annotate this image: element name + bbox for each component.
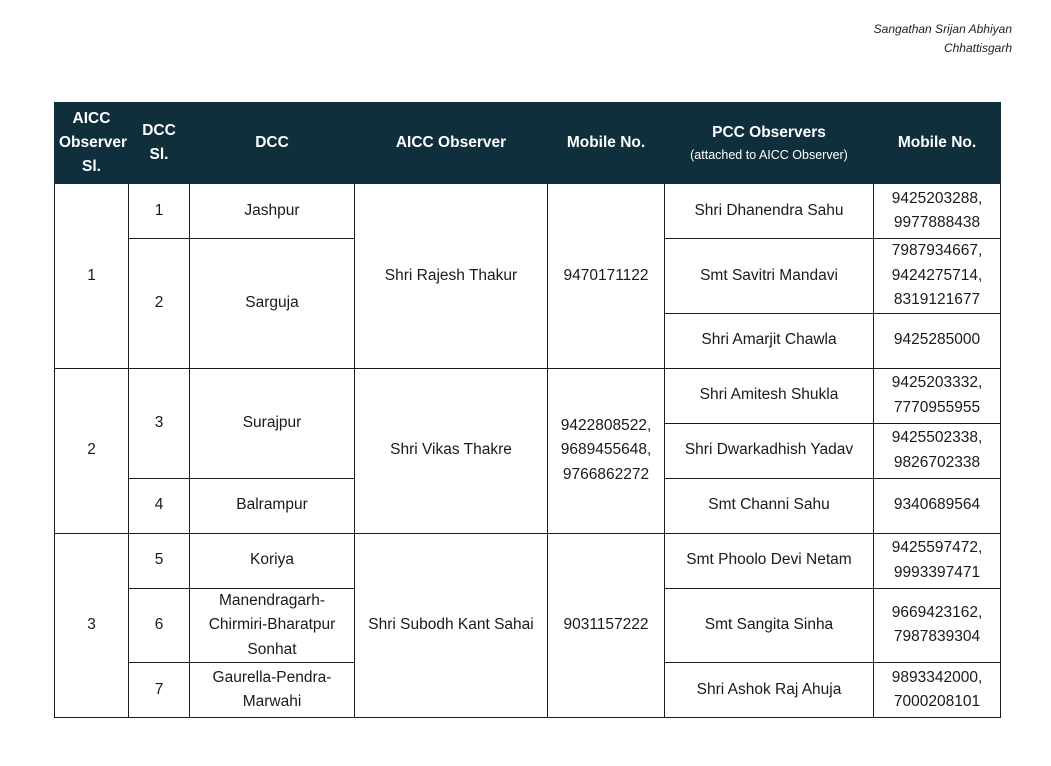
dcc-sl-cell: 3 (129, 368, 190, 478)
col-aicc-sl: AICC Observer Sl. (55, 103, 129, 184)
header-line-1: Sangathan Srijan Abhiyan (873, 22, 1012, 36)
dcc-sl-cell: 5 (129, 533, 190, 588)
dcc-name-cell: Surajpur (190, 368, 355, 478)
aicc-observer-cell: Shri Subodh Kant Sahai (355, 533, 548, 718)
pcc-observer-cell: Shri Dwarkadhish Yadav (665, 423, 874, 478)
dcc-sl-cell: 7 (129, 663, 190, 718)
dcc-sl-cell: 2 (129, 239, 190, 369)
dcc-sl-cell: 6 (129, 588, 190, 663)
pcc-mobile-cell: 9893342000, 7000208101 (874, 663, 1001, 718)
header-note (874, 20, 1012, 58)
col-aicc-observer: AICC Observer (355, 103, 548, 184)
dcc-name-cell: Sarguja (190, 239, 355, 369)
aicc-mobile-cell: 9422808522, 9689455648, 9766862272 (548, 368, 665, 533)
table-row (55, 533, 1001, 588)
pcc-observer-cell: Smt Savitri Mandavi (665, 239, 874, 314)
header-line-2: Chhattisgarh (943, 41, 1012, 55)
aicc-sl-cell: 1 (55, 184, 129, 369)
pcc-mobile-cell: 9425285000 (874, 313, 1001, 368)
dcc-sl-cell: 1 (129, 184, 190, 239)
col-dcc: DCC (190, 103, 355, 184)
table-row (55, 184, 1001, 239)
col-pcc-mobile: Mobile No. (874, 103, 1001, 184)
pcc-observer-cell: Smt Sangita Sinha (665, 588, 874, 663)
table-row (55, 368, 1001, 423)
aicc-observer-cell: Shri Rajesh Thakur (355, 184, 548, 369)
dcc-name-cell: Koriya (190, 533, 355, 588)
dcc-name-cell: Manendragarh- Chirmiri-Bharatpur Sonhat (190, 588, 355, 663)
pcc-observer-cell: Shri Amarjit Chawla (665, 313, 874, 368)
aicc-mobile-cell: 9031157222 (548, 533, 665, 718)
pcc-observer-cell: Smt Phoolo Devi Netam (665, 533, 874, 588)
observers-table (54, 102, 1001, 718)
pcc-observer-cell: Shri Ashok Raj Ahuja (665, 663, 874, 718)
pcc-mobile-cell: 9340689564 (874, 478, 1001, 533)
aicc-mobile-cell: 9470171122 (548, 184, 665, 369)
dcc-sl-cell: 4 (129, 478, 190, 533)
col-dcc-sl: DCC Sl. (129, 103, 190, 184)
pcc-mobile-cell: 9425502338, 9826702338 (874, 423, 1001, 478)
pcc-observer-cell: Smt Channi Sahu (665, 478, 874, 533)
pcc-mobile-cell: 9425203288, 9977888438 (874, 184, 1001, 239)
aicc-observer-cell: Shri Vikas Thakre (355, 368, 548, 533)
aicc-sl-cell: 3 (55, 533, 129, 718)
dcc-name-cell: Balrampur (190, 478, 355, 533)
pcc-mobile-cell: 9425597472, 9993397471 (874, 533, 1001, 588)
pcc-mobile-cell: 9425203332, 7770955955 (874, 368, 1001, 423)
pcc-observer-cell: Shri Dhanendra Sahu (665, 184, 874, 239)
pcc-mobile-cell: 7987934667, 9424275714, 8319121677 (874, 239, 1001, 314)
dcc-name-cell: Gaurella-Pendra- Marwahi (190, 663, 355, 718)
aicc-sl-cell: 2 (55, 368, 129, 533)
col-mobile: Mobile No. (548, 103, 665, 184)
table-header-row (55, 103, 1001, 184)
dcc-name-cell: Jashpur (190, 184, 355, 239)
col-pcc-observers: PCC Observers (attached to AICC Observer) (665, 103, 874, 184)
pcc-observer-cell: Shri Amitesh Shukla (665, 368, 874, 423)
pcc-mobile-cell: 9669423162, 7987839304 (874, 588, 1001, 663)
